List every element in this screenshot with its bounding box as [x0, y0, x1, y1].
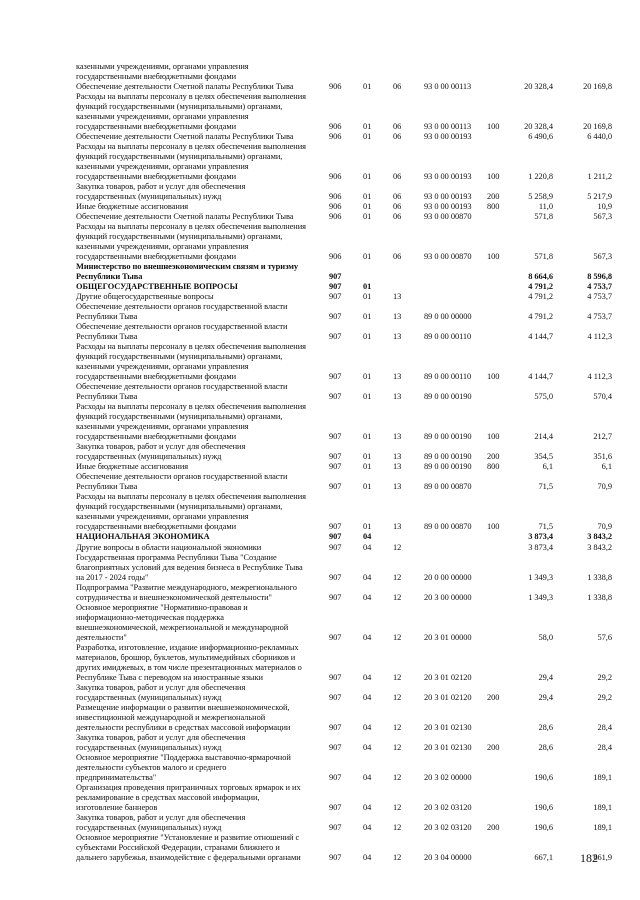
row-pr-cell: 13: [393, 312, 402, 321]
row-name-cell: предпринимательства": [76, 772, 157, 782]
row-sum-2020-cell: 4 791,2: [528, 292, 553, 301]
row-sum-2020-cell: 1 349,3: [528, 592, 553, 602]
row-sum-2021-cell: 4 112,3: [587, 372, 612, 382]
row-ved-cell: 907: [329, 432, 342, 442]
row-name-cell: материалов, брошюр, буклетов, мультимедийных сборников и: [76, 652, 296, 662]
row-pr-cell: 13: [393, 482, 402, 492]
row-name-cell: Обеспечение деятельности Счетной палаты Республики Тыва: [76, 81, 294, 91]
row-ved-cell: 907: [329, 312, 342, 321]
row-name-cell: Республики Тыва: [76, 312, 138, 321]
row-pr-cell: 12: [393, 542, 402, 552]
row-pr-cell: 12: [393, 722, 402, 732]
row-csr-cell: 93 0 00 00870: [424, 251, 472, 261]
row-sum-2020-cell: 571,8: [534, 211, 553, 221]
row-sum-2020-cell: 29,4: [538, 672, 553, 682]
row-csr-cell: 89 0 00 00870: [424, 482, 472, 492]
row-name-cell: государственных (муниципальных) нужд: [76, 452, 222, 462]
row-sum-2021-cell: 8 596,8: [587, 271, 612, 281]
row-name-cell: функций государственными (муниципальными) органами,: [76, 502, 283, 512]
row-name-cell: Расходы на выплаты персоналу в целях обеспечения выполнения: [76, 402, 306, 412]
row-ved-cell: 906: [329, 191, 342, 201]
row-sum-2020-cell: 214,4: [534, 432, 553, 442]
row-vr-cell: 100: [487, 121, 500, 131]
row-sum-2020-cell: 71,5: [538, 482, 553, 492]
row-ved-cell: 907: [329, 392, 342, 402]
row-name-cell: государственных (муниципальных) нужд: [76, 692, 222, 702]
row-name-cell: на 2017 - 2024 годы": [76, 572, 149, 582]
row-sum-2020-cell: 6 490,6: [528, 131, 553, 141]
row-name-cell: государственных (муниципальных) нужд: [76, 191, 222, 201]
row-rz-cell: 01: [363, 121, 372, 131]
row-sum-2021-cell: 5 217,9: [587, 191, 612, 201]
row-rz-cell: 01: [363, 171, 372, 181]
row-name-cell: казенными учреждениями, органами управления: [76, 362, 249, 372]
row-name-cell: благоприятных условий для ведения бизнеса в Республике Тыва: [76, 562, 303, 572]
row-sum-2021-cell: 57,6: [597, 632, 612, 642]
row-name-cell: Основное мероприятие "Установление и развитие отношений с: [76, 833, 300, 842]
row-name-cell: Обеспечение деятельности органов государственной власти: [76, 322, 288, 331]
row-ved-cell: 907: [329, 372, 342, 382]
row-ved-cell: 907: [329, 823, 342, 832]
row-csr-cell: 20 3 01 02130: [424, 742, 472, 752]
row-rz-cell: 01: [363, 191, 372, 201]
row-pr-cell: 13: [393, 332, 402, 341]
row-vr-cell: 800: [487, 201, 500, 211]
row-sum-2021-cell: 4 112,3: [587, 332, 612, 341]
row-sum-2021-cell: 4 753,7: [587, 292, 612, 301]
row-pr-cell: 06: [393, 171, 402, 181]
row-name-cell: Закупка товаров, работ и услуг для обеспечения: [76, 732, 246, 742]
row-sum-2020-cell: 4 144,7: [528, 372, 553, 382]
row-vr-cell: 200: [487, 191, 500, 201]
row-name-cell: государственными внебюджетными фондами: [76, 432, 237, 442]
row-ved-cell: 907: [329, 853, 342, 863]
row-name-cell: Обеспечение деятельности Счетной палаты Республики Тыва: [76, 211, 294, 221]
row-sum-2020-cell: 58,0: [538, 632, 553, 642]
row-ved-cell: 907: [329, 542, 342, 552]
row-name-cell: казенными учреждениями, органами управления: [76, 422, 249, 432]
row-name-cell: казенными учреждениями, органами управления: [76, 512, 249, 522]
row-csr-cell: 20 3 00 00000: [424, 592, 472, 602]
row-name-cell: государственными внебюджетными фондами: [76, 171, 237, 181]
row-sum-2020-cell: 1 349,3: [528, 572, 553, 582]
row-sum-2021-cell: 567,3: [593, 251, 612, 261]
row-vr-cell: 200: [487, 692, 500, 702]
row-name-cell: Расходы на выплаты персоналу в целях обеспечения выполнения: [76, 492, 306, 502]
row-vr-cell: 200: [487, 452, 500, 462]
row-sum-2020-cell: 190,6: [534, 823, 553, 832]
row-rz-cell: 01: [363, 432, 372, 442]
row-name-cell: Республики Тыва: [76, 392, 138, 402]
row-sum-2021-cell: 212,7: [593, 432, 612, 442]
row-name-cell: казенными учреждениями, органами управления: [76, 111, 249, 121]
row-ved-cell: 907: [329, 532, 342, 542]
row-ved-cell: 906: [329, 211, 342, 221]
row-sum-2021-cell: 1 338,8: [587, 592, 612, 602]
row-vr-cell: 100: [487, 171, 500, 181]
row-name-cell: государственных (муниципальных) нужд: [76, 823, 222, 832]
table-row: [0, 852, 640, 863]
row-vr-cell: 100: [487, 372, 500, 382]
row-sum-2021-cell: 189,1: [593, 772, 612, 782]
row-name-cell: изготовление баннеров: [76, 803, 158, 812]
row-name-cell: казенными учреждениями, органами управления: [76, 161, 249, 171]
row-pr-cell: 12: [393, 803, 402, 812]
row-name-cell: функций государственными (муниципальными) органами,: [76, 151, 283, 161]
row-rz-cell: 04: [363, 632, 372, 642]
row-rz-cell: 04: [363, 672, 372, 682]
row-csr-cell: 89 0 00 00190: [424, 452, 472, 462]
row-pr-cell: 12: [393, 742, 402, 752]
row-pr-cell: 13: [393, 432, 402, 442]
row-csr-cell: 93 0 00 00870: [424, 211, 472, 221]
row-csr-cell: 89 0 00 00110: [424, 372, 472, 382]
row-name-cell: государственными внебюджетными фондами: [76, 522, 237, 532]
row-pr-cell: 13: [393, 392, 402, 402]
row-name-cell: Государственная программа Республики Тыва "Создание: [76, 552, 277, 562]
row-name-cell: дальнего зарубежья, взаимодействие с федеральными органами: [76, 853, 301, 863]
row-csr-cell: 20 3 02 00000: [424, 772, 472, 782]
row-rz-cell: 04: [363, 803, 372, 812]
row-ved-cell: 906: [329, 131, 342, 141]
row-pr-cell: 13: [393, 462, 402, 472]
row-name-cell: казенными учреждениями, органами управления: [76, 61, 249, 71]
row-name-cell: Иные бюджетные ассигнования: [76, 462, 189, 472]
row-name-cell: Министерство по внешнеэкономическим связям и туризму: [76, 261, 299, 271]
row-rz-cell: 01: [363, 332, 372, 341]
row-rz-cell: 01: [363, 81, 372, 91]
row-pr-cell: 12: [393, 823, 402, 832]
row-ved-cell: 907: [329, 271, 342, 281]
row-csr-cell: 20 3 04 00000: [424, 853, 472, 863]
row-ved-cell: 906: [329, 251, 342, 261]
row-ved-cell: 906: [329, 81, 342, 91]
row-csr-cell: 89 0 00 00190: [424, 432, 472, 442]
row-name-cell: Основное мероприятие "Нормативно-правовая и: [76, 602, 248, 612]
row-sum-2021-cell: 20 169,8: [583, 81, 612, 91]
row-vr-cell: 100: [487, 432, 500, 442]
row-name-cell: Закупка товаров, работ и услуг для обеспечения: [76, 442, 246, 452]
row-ved-cell: 907: [329, 452, 342, 462]
row-ved-cell: 907: [329, 632, 342, 642]
row-name-cell: функций государственными (муниципальными) органами,: [76, 231, 283, 241]
row-sum-2021-cell: 4 753,7: [587, 281, 612, 291]
row-ved-cell: 907: [329, 672, 342, 682]
row-sum-2021-cell: 6 440,0: [587, 131, 612, 141]
row-rz-cell: 04: [363, 742, 372, 752]
row-name-cell: государственными внебюджетными фондами: [76, 71, 237, 81]
row-name-cell: Закупка товаров, работ и услуг для обеспечения: [76, 181, 246, 191]
row-sum-2020-cell: 20 328,4: [524, 81, 553, 91]
row-csr-cell: 93 0 00 00193: [424, 171, 472, 181]
row-name-cell: Республики Тыва: [76, 332, 138, 341]
row-sum-2021-cell: 351,6: [593, 452, 612, 462]
row-rz-cell: 01: [363, 281, 372, 291]
row-csr-cell: 89 0 00 00870: [424, 522, 472, 532]
row-rz-cell: 01: [363, 201, 372, 211]
row-vr-cell: 200: [487, 823, 500, 832]
row-name-cell: деятельности республики в средствах массовой информации: [76, 722, 291, 732]
row-name-cell: Расходы на выплаты персоналу в целях обеспечения выполнения: [76, 342, 306, 352]
row-sum-2020-cell: 4 791,2: [528, 312, 553, 321]
row-rz-cell: 04: [363, 592, 372, 602]
row-pr-cell: 12: [393, 572, 402, 582]
row-name-cell: инвестиционной международной и межрегиональной: [76, 712, 266, 722]
row-csr-cell: 20 3 02 03120: [424, 803, 472, 812]
row-sum-2020-cell: 5 258,9: [528, 191, 553, 201]
row-name-cell: государственными внебюджетными фондами: [76, 372, 237, 382]
row-rz-cell: 01: [363, 392, 372, 402]
row-sum-2021-cell: 28,4: [597, 742, 612, 752]
row-pr-cell: 12: [393, 853, 402, 863]
row-name-cell: Обеспечение деятельности органов государственной власти: [76, 382, 288, 392]
row-name-cell: функций государственными (муниципальными) органами,: [76, 412, 283, 422]
row-csr-cell: 93 0 00 00193: [424, 201, 472, 211]
row-sum-2020-cell: 71,5: [538, 522, 553, 532]
row-sum-2021-cell: 567,3: [593, 211, 612, 221]
row-name-cell: Обеспечение деятельности Счетной палаты Республики Тыва: [76, 131, 294, 141]
row-ved-cell: 906: [329, 171, 342, 181]
row-rz-cell: 04: [363, 572, 372, 582]
row-sum-2020-cell: 190,6: [534, 803, 553, 812]
row-csr-cell: 20 3 01 02120: [424, 692, 472, 702]
row-ved-cell: 907: [329, 482, 342, 492]
row-name-cell: внешнеэкономической, межрегиональной и международной: [76, 622, 289, 632]
row-name-cell: Иные бюджетные ассигнования: [76, 201, 189, 211]
row-pr-cell: 06: [393, 131, 402, 141]
row-sum-2021-cell: 10,9: [597, 201, 612, 211]
row-sum-2020-cell: 354,5: [534, 452, 553, 462]
row-name-cell: Организация проведения приграничных торговых ярмарок и их: [76, 782, 301, 792]
row-sum-2021-cell: 20 169,8: [583, 121, 612, 131]
row-sum-2021-cell: 1 338,8: [587, 572, 612, 582]
row-ved-cell: 906: [329, 201, 342, 211]
row-sum-2020-cell: 3 873,4: [528, 532, 553, 542]
row-name-cell: Другие общегосударственные вопросы: [76, 292, 214, 301]
row-sum-2020-cell: 20 328,4: [524, 121, 553, 131]
row-pr-cell: 12: [393, 772, 402, 782]
row-name-cell: государственными внебюджетными фондами: [76, 121, 237, 131]
row-ved-cell: 907: [329, 592, 342, 602]
row-name-cell: Республики Тыва: [76, 271, 143, 281]
row-csr-cell: 93 0 00 00193: [424, 191, 472, 201]
row-sum-2021-cell: 70,9: [597, 522, 612, 532]
row-name-cell: Подпрограмма "Развитие международного, межрегионального: [76, 582, 297, 592]
row-sum-2021-cell: 29,2: [597, 692, 612, 702]
row-sum-2020-cell: 28,6: [538, 742, 553, 752]
row-name-cell: ОБЩЕГОСУДАРСТВЕННЫЕ ВОПРОСЫ: [76, 281, 238, 291]
row-pr-cell: 06: [393, 211, 402, 221]
row-vr-cell: 100: [487, 251, 500, 261]
row-ved-cell: 907: [329, 292, 342, 301]
row-sum-2020-cell: 190,6: [534, 772, 553, 782]
row-sum-2020-cell: 8 664,6: [528, 271, 553, 281]
row-vr-cell: 200: [487, 742, 500, 752]
page-number: 182: [580, 851, 598, 865]
row-sum-2021-cell: 1 211,2: [587, 171, 612, 181]
row-name-cell: Другие вопросы в области национальной экономики: [76, 542, 262, 552]
row-sum-2021-cell: 3 843,2: [587, 532, 612, 542]
row-pr-cell: 06: [393, 251, 402, 261]
row-sum-2020-cell: 3 873,4: [528, 542, 553, 552]
row-pr-cell: 13: [393, 372, 402, 382]
row-name-cell: казенными учреждениями, органами управления: [76, 241, 249, 251]
row-name-cell: Размещение информации о развитии внешнеэкономической,: [76, 702, 290, 712]
row-name-cell: субъектами Российской Федерации, странами ближнего и: [76, 843, 280, 853]
row-name-cell: Разработка, изготовление, издание информационно-рекламных: [76, 642, 299, 652]
row-name-cell: Расходы на выплаты персоналу в целях обеспечения выполнения: [76, 91, 306, 101]
row-name-cell: Обеспечение деятельности органов государственной власти: [76, 472, 288, 482]
row-ved-cell: 906: [329, 121, 342, 131]
row-rz-cell: 01: [363, 312, 372, 321]
row-rz-cell: 01: [363, 211, 372, 221]
row-name-cell: государственных (муниципальных) нужд: [76, 742, 222, 752]
row-pr-cell: 12: [393, 592, 402, 602]
row-sum-2020-cell: 4 144,7: [528, 332, 553, 341]
row-name-cell: Основное мероприятие "Поддержка выставочно-ярмарочной: [76, 752, 291, 762]
row-rz-cell: 01: [363, 372, 372, 382]
row-rz-cell: 01: [363, 462, 372, 472]
row-pr-cell: 13: [393, 452, 402, 462]
row-csr-cell: 89 0 00 00110: [424, 332, 472, 341]
row-ved-cell: 907: [329, 332, 342, 341]
row-sum-2021-cell: 570,4: [593, 392, 612, 402]
row-pr-cell: 12: [393, 632, 402, 642]
row-sum-2020-cell: 29,4: [538, 692, 553, 702]
row-csr-cell: 20 3 01 00000: [424, 632, 472, 642]
row-csr-cell: 93 0 00 00113: [424, 81, 472, 91]
row-pr-cell: 13: [393, 522, 402, 532]
row-rz-cell: 04: [363, 722, 372, 732]
row-pr-cell: 12: [393, 672, 402, 682]
row-ved-cell: 907: [329, 742, 342, 752]
row-sum-2020-cell: 11,0: [538, 201, 553, 211]
row-rz-cell: 01: [363, 482, 372, 492]
row-csr-cell: 20 0 00 00000: [424, 572, 472, 582]
row-ved-cell: 907: [329, 522, 342, 532]
row-rz-cell: 01: [363, 131, 372, 141]
row-csr-cell: 89 0 00 00000: [424, 312, 472, 321]
row-name-cell: Обеспечение деятельности органов государственной власти: [76, 302, 288, 311]
row-name-cell: функций государственными (муниципальными) органами,: [76, 101, 283, 111]
row-sum-2020-cell: 28,6: [538, 722, 553, 732]
row-name-cell: сотрудничества и внешнеэкономической деятельности": [76, 592, 272, 602]
row-pr-cell: 13: [393, 292, 402, 301]
row-sum-2021-cell: 28,4: [597, 722, 612, 732]
row-ved-cell: 907: [329, 803, 342, 812]
row-rz-cell: 04: [363, 823, 372, 832]
row-name-cell: Закупка товаров, работ и услуг для обеспечения: [76, 813, 246, 822]
row-name-cell: НАЦИОНАЛЬНАЯ ЭКОНОМИКА: [76, 532, 210, 542]
row-ved-cell: 907: [329, 772, 342, 782]
row-rz-cell: 04: [363, 532, 372, 542]
row-name-cell: Республике Тыва с переводом на иностранные языки: [76, 672, 263, 682]
row-sum-2021-cell: 189,1: [593, 823, 612, 832]
row-csr-cell: 20 3 01 02120: [424, 672, 472, 682]
row-sum-2020-cell: 4 791,2: [528, 281, 553, 291]
row-rz-cell: 04: [363, 772, 372, 782]
row-pr-cell: 06: [393, 191, 402, 201]
row-name-cell: Закупка товаров, работ и услуг для обеспечения: [76, 682, 246, 692]
row-sum-2021-cell: 70,9: [597, 482, 612, 492]
row-vr-cell: 100: [487, 522, 500, 532]
row-rz-cell: 04: [363, 853, 372, 863]
row-pr-cell: 12: [393, 692, 402, 702]
row-pr-cell: 06: [393, 201, 402, 211]
row-ved-cell: 907: [329, 722, 342, 732]
row-rz-cell: 01: [363, 292, 372, 301]
row-sum-2021-cell: 3 843,2: [587, 542, 612, 552]
row-name-cell: функций государственными (муниципальными) органами,: [76, 352, 283, 362]
row-csr-cell: 20 3 02 03120: [424, 823, 472, 832]
row-name-cell: информационно-методическая поддержка: [76, 612, 224, 622]
row-rz-cell: 01: [363, 522, 372, 532]
row-pr-cell: 06: [393, 81, 402, 91]
row-name-cell: Расходы на выплаты персоналу в целях обеспечения выполнения: [76, 221, 306, 231]
row-vr-cell: 800: [487, 462, 500, 472]
row-sum-2020-cell: 6,1: [542, 462, 553, 472]
row-sum-2021-cell: 29,2: [597, 672, 612, 682]
row-csr-cell: 93 0 00 00193: [424, 131, 472, 141]
row-sum-2020-cell: 1 220,8: [528, 171, 553, 181]
row-sum-2020-cell: 667,1: [534, 853, 553, 863]
row-rz-cell: 01: [363, 251, 372, 261]
row-sum-2020-cell: 575,0: [534, 392, 553, 402]
row-ved-cell: 907: [329, 462, 342, 472]
row-ved-cell: 907: [329, 281, 342, 291]
row-sum-2020-cell: 571,8: [534, 251, 553, 261]
row-sum-2021-cell: 6,1: [601, 462, 612, 472]
row-rz-cell: 04: [363, 692, 372, 702]
row-sum-2021-cell: 4 753,7: [587, 312, 612, 321]
row-sum-2021-cell: 661,9: [593, 853, 612, 863]
row-ved-cell: 907: [329, 572, 342, 582]
row-rz-cell: 04: [363, 542, 372, 552]
row-name-cell: Республики Тыва: [76, 482, 138, 492]
row-csr-cell: 93 0 00 00113: [424, 121, 472, 131]
row-name-cell: деятельности": [76, 632, 127, 642]
row-pr-cell: 06: [393, 121, 402, 131]
row-name-cell: рекламирование в средствах массовой информации,: [76, 793, 260, 802]
row-csr-cell: 89 0 00 00190: [424, 462, 472, 472]
row-rz-cell: 01: [363, 452, 372, 462]
row-sum-2021-cell: 189,1: [593, 803, 612, 812]
row-csr-cell: 89 0 00 00190: [424, 392, 472, 402]
row-name-cell: деятельности субъектов малого и среднего: [76, 762, 227, 772]
row-ved-cell: 907: [329, 692, 342, 702]
row-csr-cell: 20 3 01 02130: [424, 722, 472, 732]
row-name-cell: государственными внебюджетными фондами: [76, 251, 237, 261]
row-name-cell: других имиджевых, в том числе презентационных материалов о: [76, 662, 302, 672]
row-name-cell: Расходы на выплаты персоналу в целях обеспечения выполнения: [76, 141, 306, 151]
